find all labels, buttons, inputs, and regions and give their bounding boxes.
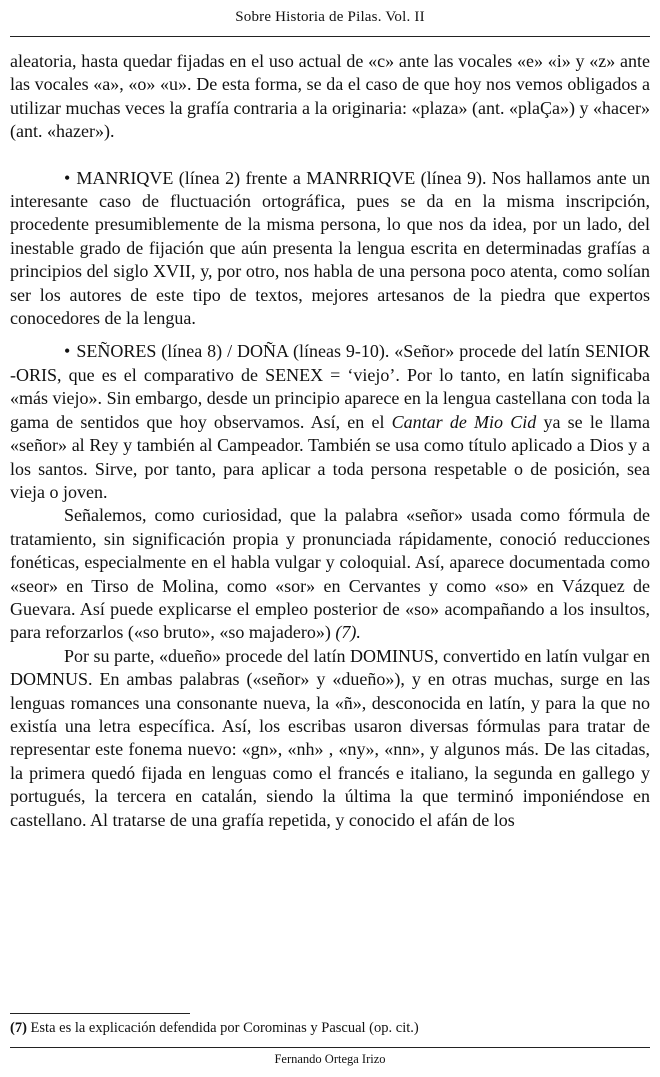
paragraph-1: aleatoria, hasta quedar fijadas en el uso actual de «c» ante las vocales «e» «i» y «z» ante las vocales «a», «o» «u». De esta forma, se da el caso de que hoy nos vemos obligados a utilizar muchas veces la grafía contraria a la originaria: «plaza» (ant. «plaÇa») y «hacer» (ant. «hazer»). bbox=[10, 51, 650, 142]
paragraph-senores-text-b: ya se le llama «señor» al Rey y también al Campeador. También se usa como título aplicado a Dios y a los santos. Sirve, por tanto, para aplicar a toda persona respetable o de posición, sea vieja o joven. bbox=[10, 411, 650, 502]
footnote-divider bbox=[10, 1013, 190, 1014]
paragraph-manrique-text: MANRIQVE (línea 2) frente a MANRRIQVE (línea 9). Nos hallamos ante un interesante caso de fluctuación ortográfica, pues se da en la misma inscripción, procedente presumiblemente de la misma persona, lo que nos da idea, por un lado, del inestable grado de fijación que aún presenta la lengua escrita en determinadas grafías a principios del siglo XVII, y, por otro, nos habla de una persona poco atenta, como solían ser los autores de este tipo de textos, mejores artesanos de la piedra que expertos conocedores de la lengua. bbox=[10, 167, 650, 329]
footnote-text: Esta es la explicación defendida por Corominas y Pascual (op. cit.) bbox=[26, 1020, 419, 1036]
paragraph-curiosidad bbox=[10, 504, 650, 644]
running-header bbox=[10, 4, 650, 37]
paragraph-manrique bbox=[10, 167, 650, 331]
paragraph-curiosidad-text: Señalemos, como curiosidad, que la palabra «señor» usada como fórmula de tratamiento, sin significación propia y pronunciada rápidamente, conoció reducciones fonéticas, especialmente en el habla vulgar y coloquial. Así, aparece documentada como «seor» en Tirso de Molina, como «sor» en Cervantes y como «so» en Vázquez de Guevara. Así puede explicarse el empleo posterior de «so» acompañando a los insultos, para reforzarlos («so bruto», «so majadero») bbox=[10, 505, 650, 643]
header-title: Sobre Historia de Pilas. Vol. II bbox=[235, 9, 425, 25]
bullet-icon: • bbox=[64, 167, 71, 188]
footer-divider bbox=[10, 1047, 650, 1048]
running-footer bbox=[10, 1052, 650, 1067]
paragraph-dueno: Por su parte, «dueño» procede del latín DOMINUS, convertido en latín vulgar en DOMNUS. En ambas palabras («señor» y «dueño»), y en otras muchas, surge en las lenguas romances una consonante nueva, la «ñ», desconocida en latín, y para la que no existía una letra específica. Así, los escribas usaron diversas fórmulas para tratar de representar este fonema nuevo: «gn», «nh» , «ny», «nn», y algunos más. De las citadas, la primera quedó fijada en lenguas como el francés e italiano, la segunda en gallego y portugués, la tercera en catalán, siendo la última la que terminó imponiéndose en castellano. Al tratarse de una grafía repetida, y conocido el afán de los bbox=[10, 645, 650, 830]
footnote-reference: (7). bbox=[335, 622, 361, 643]
main-text bbox=[10, 50, 650, 832]
paragraph-senores-text-a: SEÑORES (línea 8) / DOÑA (líneas 9-10). «Señor» procede del latín SENIOR -ORIS, que es el comparativo de SENEX = ‘viejo’. Por lo tanto, en latín significaba «más viejo». Sin embargo, desde un principio aparece en la lengua castellana con toda la gama de sentidos que hoy observamos. Así, en el bbox=[10, 341, 650, 432]
footnote bbox=[10, 1020, 650, 1037]
paragraph-senores bbox=[10, 340, 650, 504]
bullet-icon: • bbox=[64, 341, 71, 362]
footer-author: Fernando Ortega Irizo bbox=[274, 1052, 386, 1066]
footnote-marker: (7) bbox=[10, 1020, 27, 1036]
work-title-cantar: Cantar de Mio Cid bbox=[391, 411, 537, 432]
